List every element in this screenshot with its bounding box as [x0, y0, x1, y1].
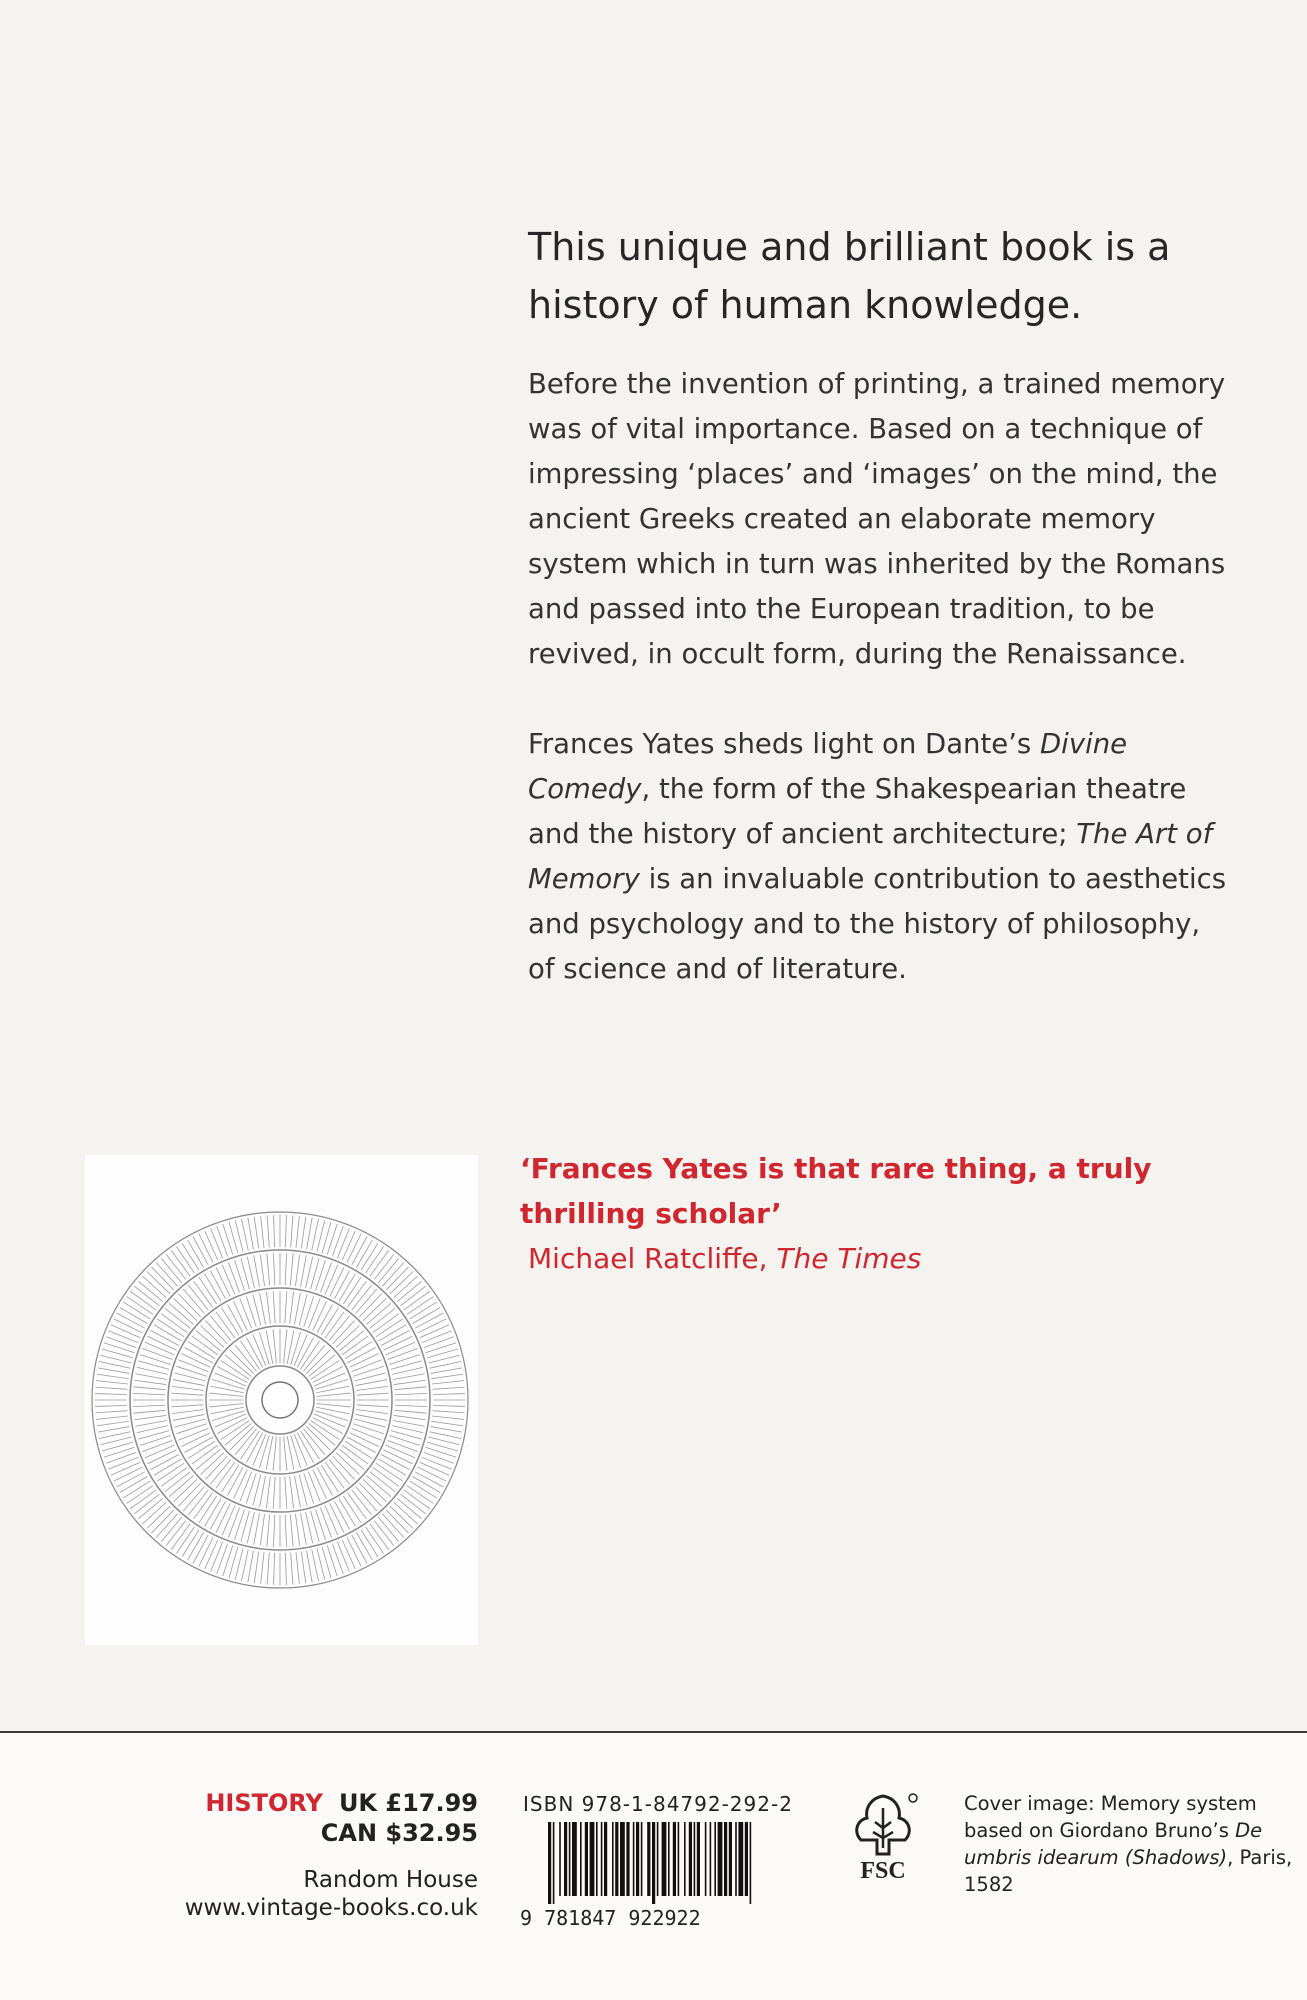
isbn-label: ISBN 978-1-84792-292-2 [523, 1792, 793, 1816]
barcode-bars [548, 1822, 751, 1904]
review-attribution [528, 1236, 921, 1281]
blurb-headline: This unique and brilliant book is a history of human knowledge. [528, 225, 1171, 327]
genre-label: HISTORY [205, 1789, 323, 1817]
blurb-paragraph-1: Before the invention of printing, a trained memory was of vital importance. Based on a technique of impressing ‘places’ and ‘images’ on the mind, the ancient Greeks created an elaborate memory system which in turn was inherited by the Romans and passed into the European tradition, to be revived, in occult form, during the Renaissance. [528, 368, 1226, 670]
barcode [548, 1822, 810, 1904]
publisher-website: www.vintage-books.co.uk [184, 1895, 478, 1921]
blurb-paragraph-2 [528, 722, 1228, 992]
p2-text-2: , the form of the Shakespearian theatre and the history of ancient architecture; [528, 773, 1187, 850]
wheel-hub [262, 1382, 298, 1418]
memory-wheel-illustration [85, 1155, 478, 1645]
cover-credit [964, 1790, 1294, 1898]
review-source: The Times [776, 1242, 922, 1275]
footer-divider [0, 1731, 1307, 1733]
fsc-label: FSC [860, 1858, 906, 1884]
fsc-tree-logo-icon [843, 1788, 923, 1888]
publisher-block [0, 1866, 478, 1922]
price-uk: UK £17.99 [338, 1789, 478, 1817]
review-author: Michael Ratcliffe, [528, 1242, 777, 1275]
p2-title-divine-comedy: Divine Comedy [528, 728, 1128, 805]
review-quote: ‘Frances Yates is that rare thing, a truly thrilling scholar’ [520, 1152, 1152, 1230]
cover-illustration [85, 1155, 478, 1645]
genre-price-line [0, 1788, 478, 1818]
barcode-number: 9 781847 922922 [520, 1906, 701, 1930]
credit-title: De umbris idearum (Shadows) [964, 1819, 1263, 1869]
p2-text-3: is an invaluable contribution to aesthetics and psychology and to the history of philosophy, of science and of literature. [528, 863, 1227, 985]
publisher-name: Random House [303, 1867, 478, 1893]
price-can: CAN $32.95 [320, 1819, 478, 1847]
credit-text-2: , Paris, 1582 [964, 1846, 1293, 1896]
credit-text-1: Cover image: Memory system based on Giordano Bruno’s [964, 1792, 1257, 1842]
p2-text-1: Frances Yates sheds light on Dante’s [528, 728, 1040, 760]
p2-title-art-of-memory: The Art of Memory [528, 818, 1213, 895]
